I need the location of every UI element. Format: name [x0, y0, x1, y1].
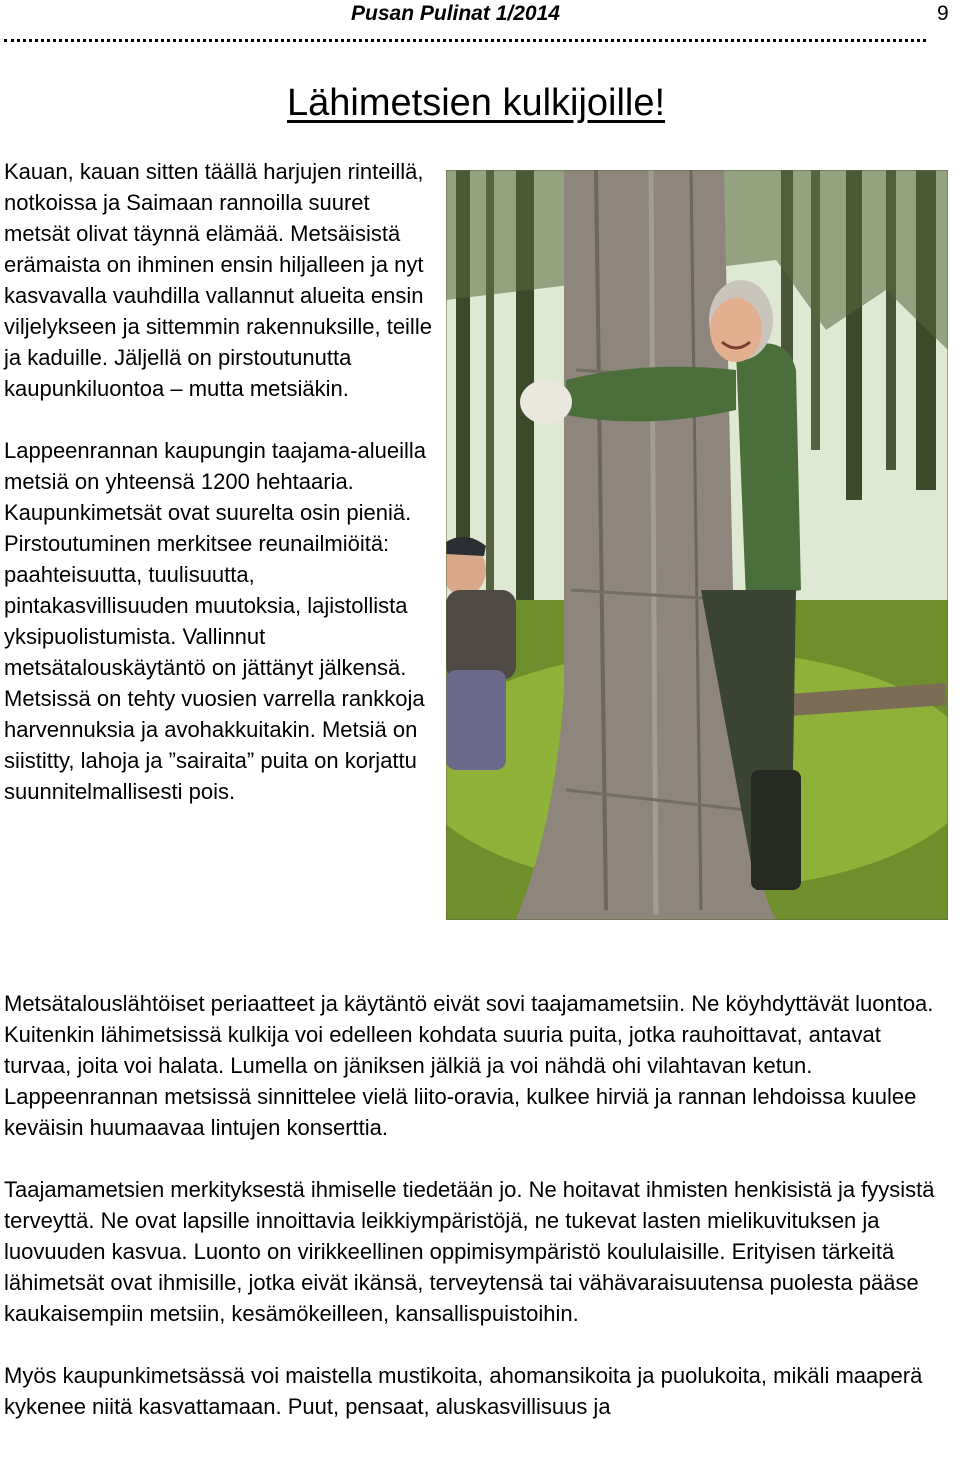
paragraph: Taajamametsien merkityksestä ihmiselle tiedetään jo. Ne hoitavat ihmisten henkisistä ja fyysistä terveyttä. Ne ovat lapsille innoittavia leikkiympäristöjä, ne tukevat lasten mielikuvituksen ja luovuuden kasvua. Luonto on virikkeellinen oppimisympäristö koululaisille. Erityisen tärkeitä lähimetsät ovat ihmisille, jotka eivät ikänsä, terveytensä tai vähävaraisuutensa puolesta pääse kaukaisempiin metsiin, kesämökeilleen, kansallispuistoihin. [4, 1177, 935, 1326]
page-number: 9 [937, 2, 949, 25]
header-dotted-rule [4, 39, 926, 42]
forest-photo-illustration [446, 170, 948, 920]
paragraph: Lappeenrannan kaupungin taajama-alueilla metsiä on yhteensä 1200 hehtaaria. Kaupunkimetsät ovat suurelta osin pieniä. Pirstoutuminen merkitsee reunailmiöitä: paahteisuutta, tuulisuutta, pintakasvillisuuden muutoksia, lajistollista yksipuolistumista. Vallinnut metsätalouskäytäntö on jättänyt jälkensä. Metsissä on tehty vuosien varrella rankkoja harvennuksia ja avohakkuitakin. Metsiä on siistitty, lahoja ja ”sairaita” puita on korjattu suunnitelmallisesti pois. [4, 438, 426, 804]
page-header [0, 0, 960, 40]
paragraph: Kauan, kauan sitten täällä harjujen rinteillä, notkoissa ja Saimaan rannoilla suuret metsät olivat täynnä elämää. Metsäisistä erämaista on ihminen ensin hiljalleen ja nyt kasvavalla vauhdilla vallannut alueita ensin viljelykseen ja sittemmin rakennuksille, teille ja kaduille. Jäljellä on pirstoutunutta kaupunkiluontoa – mutta metsiäkin. [4, 159, 432, 401]
article-column-text [4, 156, 440, 807]
photo-woman-hugging-spruce [446, 170, 948, 920]
paragraph: Metsätalouslähtöiset periaatteet ja käytäntö eivät sovi taajamametsiin. Ne köyhdyttävät luontoa. Kuitenkin lähimetsissä kulkija voi edelleen kohdata suuria puita, jotka rauhoittavat, antavat turvaa, joita voi halata. Lumella on jäniksen jälkiä ja voi nähdä ohi vilahtavan ketun. Lappeenrannan metsissä sinnittelee vielä liito-oravia, kulkee hirviä ja rannan lehdoissa kuulee keväisin huumaavaa lintujen konserttia. [4, 991, 934, 1140]
publication-title: Pusan Pulinat 1/2014 [351, 2, 560, 25]
paragraph: Myös kaupunkimetsässä voi maistella mustikoita, ahomansikoita ja puolukoita, mikäli maaperä kykenee niitä kasvattamaan. Puut, pensaat, aluskasvillisuus ja [4, 1363, 923, 1419]
article-full-width-text [4, 988, 944, 1422]
article-title: Lähimetsien kulkijoille! [287, 82, 666, 124]
